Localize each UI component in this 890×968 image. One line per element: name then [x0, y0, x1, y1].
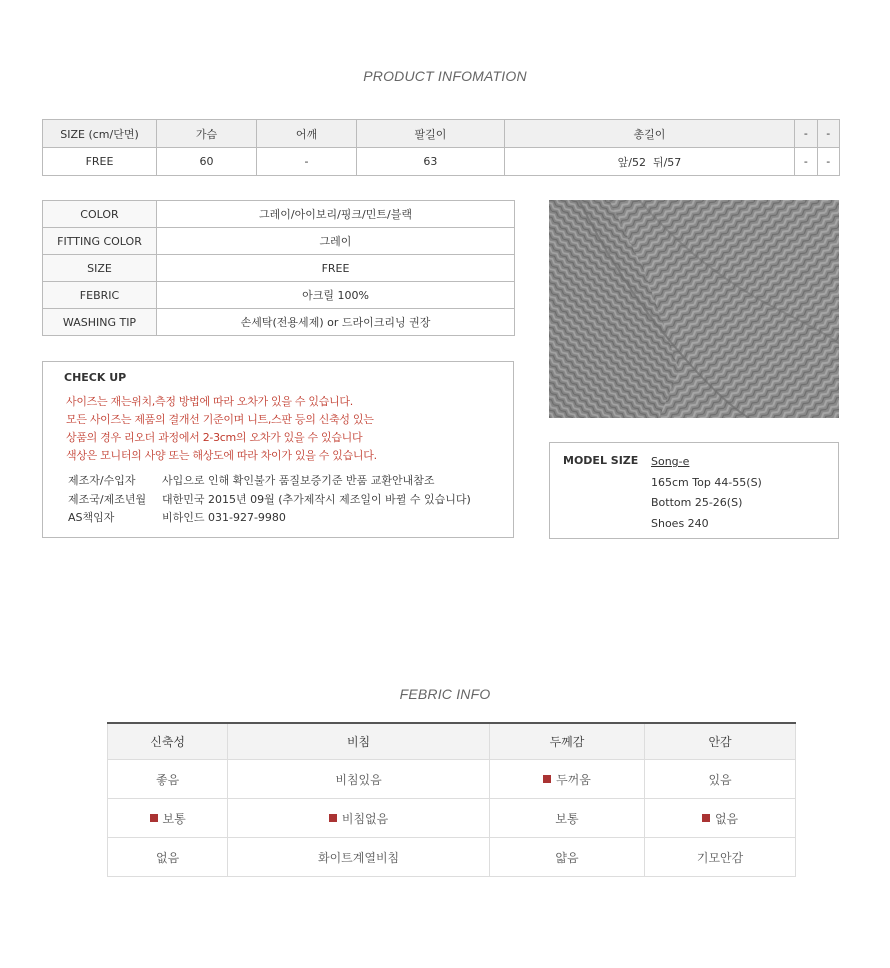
detail-value: 아크릴 100% — [157, 282, 515, 309]
fabric-cell — [489, 799, 644, 838]
size-header-cell: - — [795, 120, 817, 148]
fabric-cell — [228, 838, 490, 877]
check-up-note: 상품의 경우 리오더 과정에서 2-3cm의 오차가 있을 수 있습니다 — [66, 431, 363, 444]
fabric-header-row — [108, 723, 796, 760]
model-size-line: Bottom 25-26(S) — [651, 496, 743, 509]
detail-value: 손세탁(전용세제) or 드라이크리닝 권장 — [157, 309, 515, 336]
manufacturer-value: 대한민국 2015년 09월 (추가제작시 제조일이 바뀔 수 있습니다) — [162, 492, 471, 506]
size-cell: FREE — [43, 148, 157, 176]
model-name: Song-e — [651, 455, 690, 468]
check-up-title: CHECK UP — [64, 371, 127, 384]
detail-label: SIZE — [43, 255, 157, 282]
detail-row-fitting-color — [43, 228, 515, 255]
fabric-header-cell: 신축성 — [108, 723, 228, 760]
size-cell: - — [257, 148, 357, 176]
size-cell: - — [795, 148, 817, 176]
model-size-box — [549, 442, 839, 539]
manufacturer-value: 비하인드 031-927-9980 — [162, 511, 286, 524]
manufacturer-info — [68, 472, 471, 528]
size-header-cell: 팔길이 — [357, 120, 505, 148]
fabric-header-cell: 비침 — [228, 723, 490, 760]
fabric-cell-text: 보통 — [162, 811, 186, 826]
fabric-info-title: FEBRIC INFO — [399, 686, 491, 702]
detail-label: COLOR — [43, 201, 157, 228]
fabric-cell-text: 얇음 — [555, 850, 579, 865]
size-header-cell: 가슴 — [157, 120, 257, 148]
fabric-cell — [645, 838, 796, 877]
detail-label: FITTING COLOR — [43, 228, 157, 255]
size-cell: 앞/52 뒤/57 — [504, 148, 794, 176]
selected-marker-icon — [150, 814, 158, 822]
check-up-notes — [66, 393, 377, 465]
fabric-cell-text: 비침없음 — [341, 811, 389, 826]
size-table — [42, 119, 840, 176]
model-size-values — [651, 452, 762, 534]
model-size-line: Shoes 240 — [651, 516, 709, 530]
detail-value: 그레이/아이보리/핑크/민트/블랙 — [157, 201, 515, 228]
product-detail-table — [42, 200, 515, 336]
fabric-table-body — [108, 760, 796, 877]
fabric-cell — [489, 838, 644, 877]
fabric-cell-text: 비침있음 — [335, 772, 382, 787]
detail-row-fabric — [43, 282, 515, 309]
manufacturer-row — [68, 491, 471, 510]
manufacturer-key: 제조국/제조년월 — [68, 492, 147, 506]
size-table-header-row — [43, 120, 840, 148]
fabric-cell-text: 없음 — [714, 811, 739, 826]
fabric-header-cell: 두께감 — [489, 723, 644, 760]
fabric-cell-text: 기모안감 — [696, 850, 744, 865]
model-size-line: 165cm Top 44-55(S) — [651, 475, 762, 489]
fabric-cell-text: 화이트계열비침 — [317, 850, 400, 865]
size-cell: - — [817, 148, 839, 176]
manufacturer-row — [68, 509, 471, 528]
fabric-cell — [108, 799, 228, 838]
size-header-cell: 어깨 — [257, 120, 357, 148]
manufacturer-key: 제조자/수입자 — [68, 474, 136, 487]
fabric-row — [108, 799, 796, 838]
fabric-cell — [645, 799, 796, 838]
fabric-cell — [645, 760, 796, 799]
detail-row-color — [43, 201, 515, 228]
fabric-cell-text: 두꺼움 — [556, 772, 591, 787]
detail-label: WASHING TIP — [43, 309, 157, 336]
fabric-cell — [108, 838, 228, 877]
fabric-cell-text: 있음 — [708, 772, 732, 787]
check-up-note: 색상은 모니터의 사양 또는 해상도에 따라 차이가 있을 수 있습니다. — [66, 449, 377, 462]
fabric-cell — [228, 760, 490, 799]
detail-row-size — [43, 255, 515, 282]
manufacturer-value: 사입으로 인해 확인불가 품질보증기준 반품 교환안내참조 — [162, 474, 435, 487]
fabric-cell-text: 보통 — [555, 811, 579, 826]
size-cell: 60 — [157, 148, 257, 176]
knit-fabric-photo — [549, 200, 839, 418]
fabric-cell — [108, 760, 228, 799]
detail-value: 그레이 — [157, 228, 515, 255]
fabric-header-cell: 안감 — [645, 723, 796, 760]
model-size-label: MODEL SIZE — [563, 454, 639, 467]
size-table-row — [43, 148, 840, 176]
size-header-cell: SIZE (cm/단면) — [43, 120, 157, 148]
size-header-cell: - — [817, 120, 839, 148]
detail-label: FEBRIC — [43, 282, 157, 309]
selected-marker-icon — [329, 814, 337, 822]
check-up-note: 사이즈는 재는위치,측정 방법에 따라 오차가 있을 수 있습니다. — [66, 395, 353, 408]
fabric-cell-text: 없음 — [156, 850, 180, 865]
check-up-note: 모든 사이즈는 제품의 결개선 기준이며 니트,스판 등의 신축성 있는 — [66, 413, 374, 426]
fabric-cell-text: 좋음 — [156, 772, 180, 787]
manufacturer-row — [68, 472, 471, 491]
fabric-row — [108, 760, 796, 799]
size-cell: 63 — [357, 148, 505, 176]
selected-marker-icon — [702, 814, 710, 822]
fabric-cell — [228, 799, 490, 838]
fabric-cell — [489, 760, 644, 799]
detail-value: FREE — [157, 255, 515, 282]
fabric-row — [108, 838, 796, 877]
size-header-cell: 총길이 — [504, 120, 794, 148]
detail-row-washing-tip — [43, 309, 515, 336]
selected-marker-icon — [543, 775, 551, 783]
fabric-info-table — [107, 722, 796, 877]
check-up-box — [42, 361, 514, 538]
manufacturer-key: AS책임자 — [68, 511, 115, 524]
product-info-title: PRODUCT INFOMATION — [363, 68, 527, 84]
